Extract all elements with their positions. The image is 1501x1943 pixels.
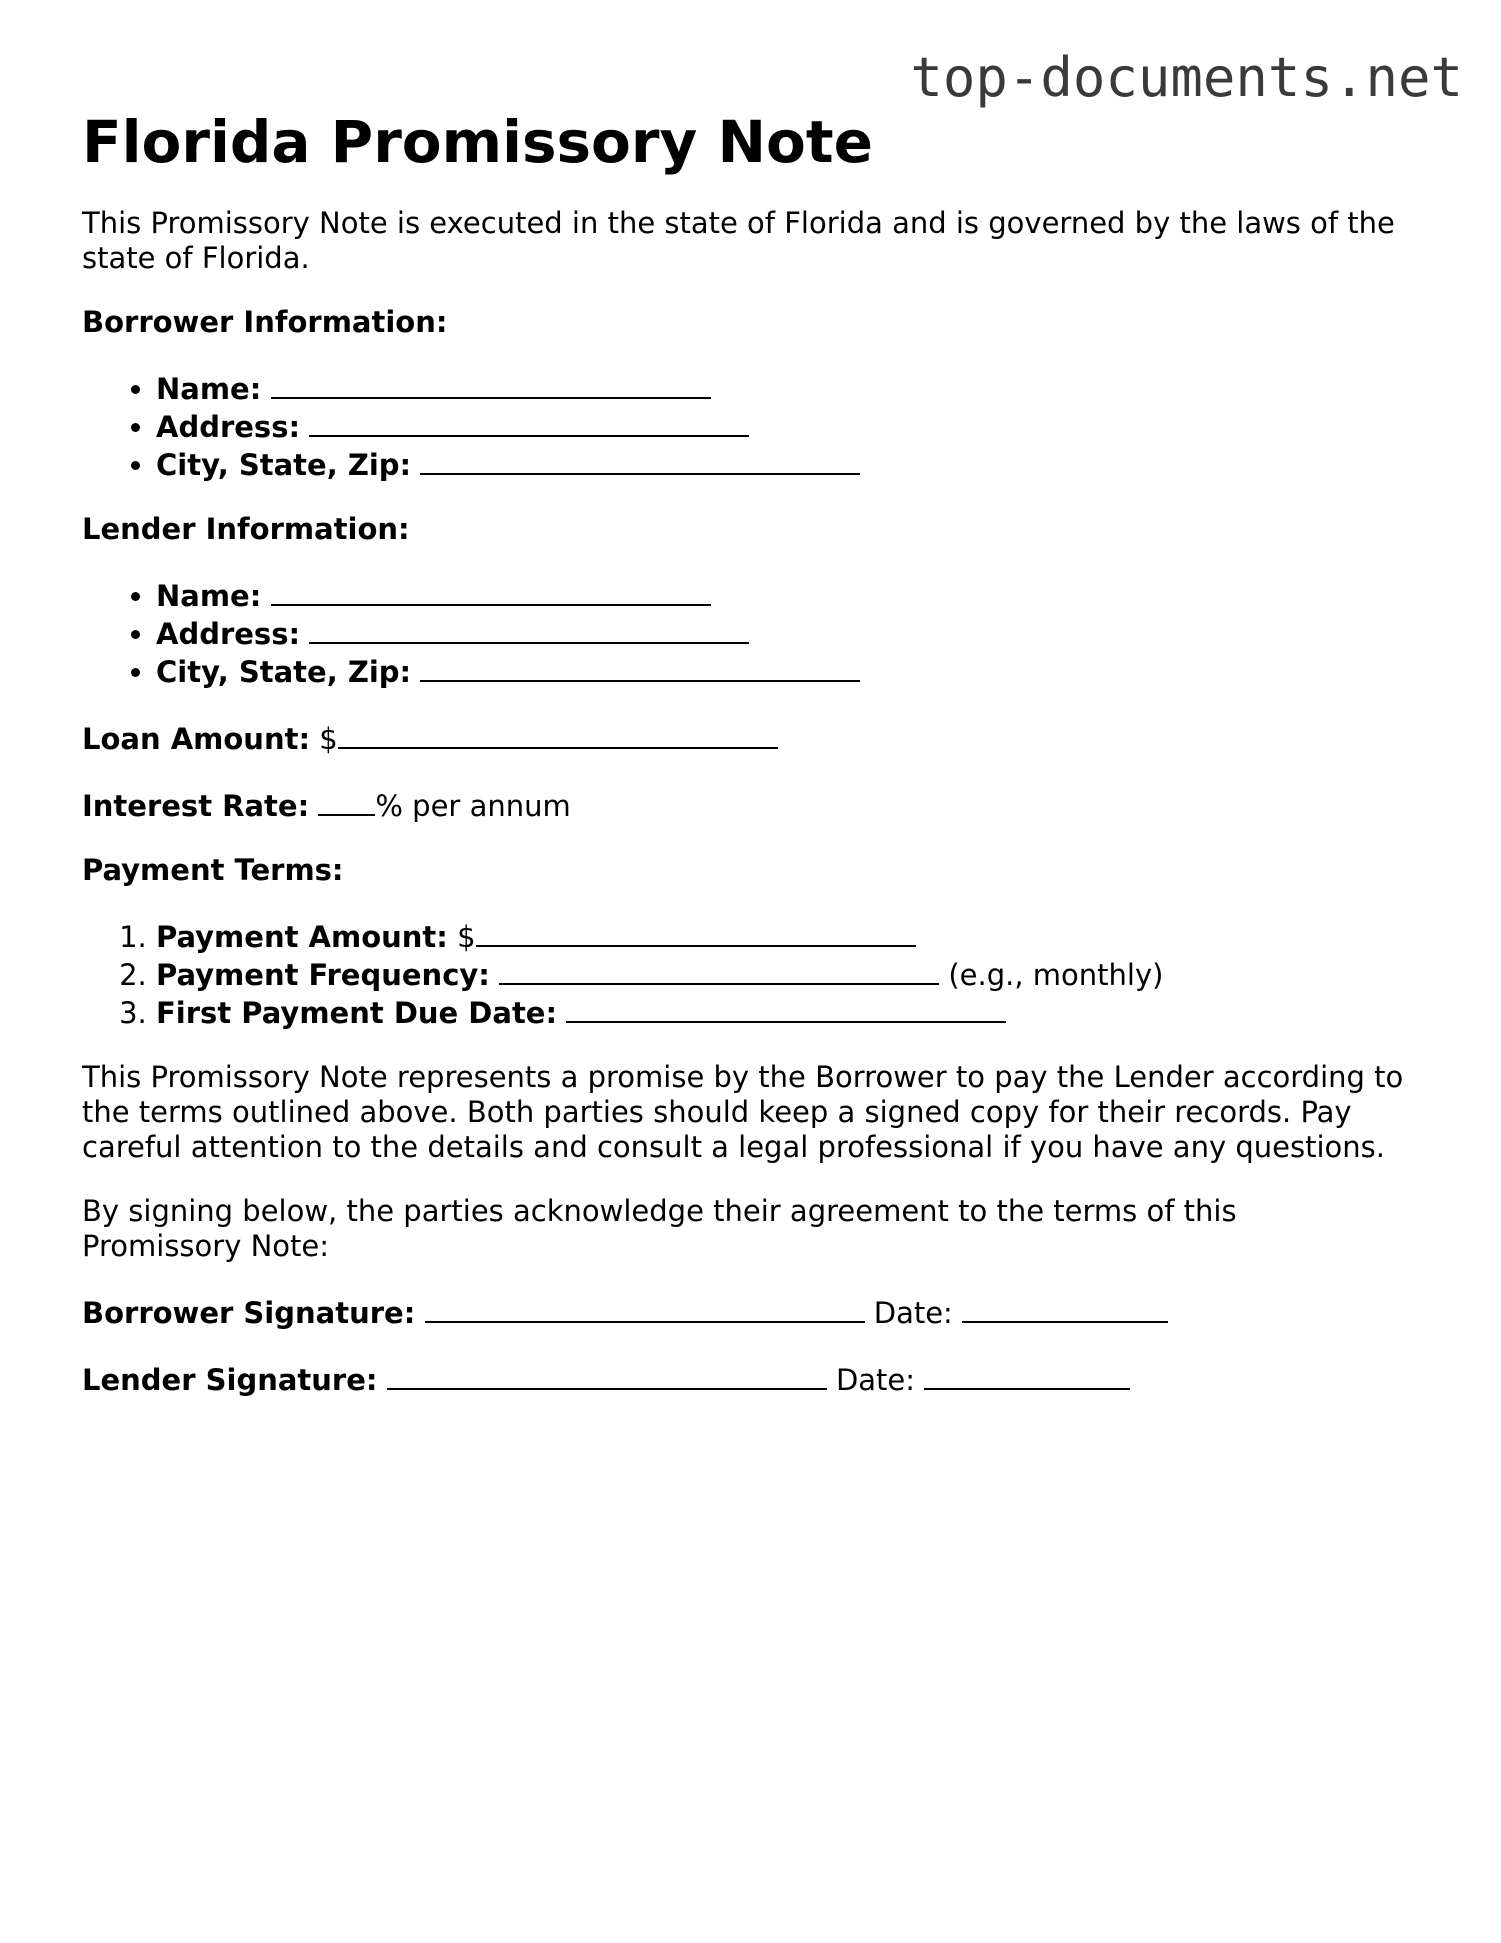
lender-heading-text: Lender Information: (82, 512, 410, 546)
intro-text: This Promissory Note is executed in the state of Florida and is governed by the laws of the state of Florida. (82, 206, 1395, 275)
borrower-address-label: Address: (156, 410, 301, 444)
lender-heading (82, 512, 1422, 547)
first-payment-date-label: First Payment Due Date: (156, 996, 558, 1030)
lender-address-label: Address: (156, 617, 301, 651)
page-title: Florida Promissory Note (82, 108, 873, 176)
borrower-city-field[interactable] (420, 445, 860, 475)
borrower-name-field[interactable] (271, 369, 711, 399)
interest-rate-suffix: % per annum (375, 789, 571, 823)
interest-rate-label: Interest Rate: (82, 789, 310, 823)
payment-terms-list (82, 917, 1422, 1031)
borrower-address-item (156, 407, 1422, 445)
borrower-date-label: Date: (873, 1296, 953, 1330)
borrower-signature-row (82, 1293, 1422, 1331)
borrower-city-item (156, 445, 1422, 483)
lender-signature-row (82, 1360, 1422, 1398)
acknowledgment-text: By signing below, the parties acknowledge their agreement to the terms of this Promissory Note: (82, 1194, 1237, 1263)
borrower-heading (82, 305, 1422, 340)
lender-name-label: Name: (156, 579, 262, 613)
lender-date-field[interactable] (924, 1360, 1130, 1390)
borrower-address-field[interactable] (309, 407, 749, 437)
payment-amount-field[interactable] (476, 917, 916, 947)
loan-amount-field[interactable] (338, 719, 778, 749)
borrower-heading-text: Borrower Information: (82, 305, 448, 339)
lender-signature-field[interactable] (387, 1360, 827, 1390)
borrower-signature-field[interactable] (425, 1293, 865, 1323)
lender-signature-label: Lender Signature: (82, 1363, 378, 1397)
lender-address-item (156, 614, 1422, 652)
borrower-name-label: Name: (156, 372, 262, 406)
loan-amount-prefix: $ (319, 722, 338, 756)
payment-terms-heading-text: Payment Terms: (82, 853, 344, 887)
first-payment-date-item (156, 993, 1422, 1031)
body-paragraph-text: This Promissory Note represents a promise by the Borrower to pay the Lender according to the terms outlined above. Both parties should keep a signed copy for their records. Pay careful attention to the details and consult a legal professional if you have any questions. (82, 1060, 1404, 1164)
acknowledgment-paragraph (82, 1194, 1302, 1264)
payment-amount-prefix: $ (457, 920, 476, 954)
borrower-name-item (156, 369, 1422, 407)
lender-address-field[interactable] (309, 614, 749, 644)
payment-terms-heading (82, 853, 1422, 888)
lender-city-label: City, State, Zip: (156, 655, 412, 689)
payment-frequency-hint: (e.g., monthly) (939, 958, 1164, 992)
watermark: top-documents.net (910, 46, 1463, 109)
borrower-field-list (82, 369, 1422, 483)
borrower-signature-label: Borrower Signature: (82, 1296, 416, 1330)
borrower-date-field[interactable] (962, 1293, 1168, 1323)
lender-city-item (156, 652, 1422, 690)
lender-field-list (82, 576, 1422, 690)
first-payment-date-field[interactable] (566, 993, 1006, 1023)
interest-rate-row (82, 786, 1422, 824)
interest-rate-field[interactable] (318, 786, 375, 816)
lender-city-field[interactable] (420, 652, 860, 682)
intro-paragraph (82, 206, 1422, 276)
lender-name-field[interactable] (271, 576, 711, 606)
payment-amount-label: Payment Amount: (156, 920, 448, 954)
borrower-city-label: City, State, Zip: (156, 448, 412, 482)
payment-frequency-label: Payment Frequency: (156, 958, 490, 992)
loan-amount-label: Loan Amount: (82, 722, 311, 756)
payment-frequency-field[interactable] (499, 955, 939, 985)
document-page (82, 102, 1422, 1398)
payment-frequency-item (156, 955, 1422, 993)
lender-name-item (156, 576, 1422, 614)
body-paragraph (82, 1060, 1422, 1165)
lender-date-label: Date: (835, 1363, 916, 1397)
loan-amount-row (82, 719, 1422, 757)
payment-amount-item (156, 917, 1422, 955)
